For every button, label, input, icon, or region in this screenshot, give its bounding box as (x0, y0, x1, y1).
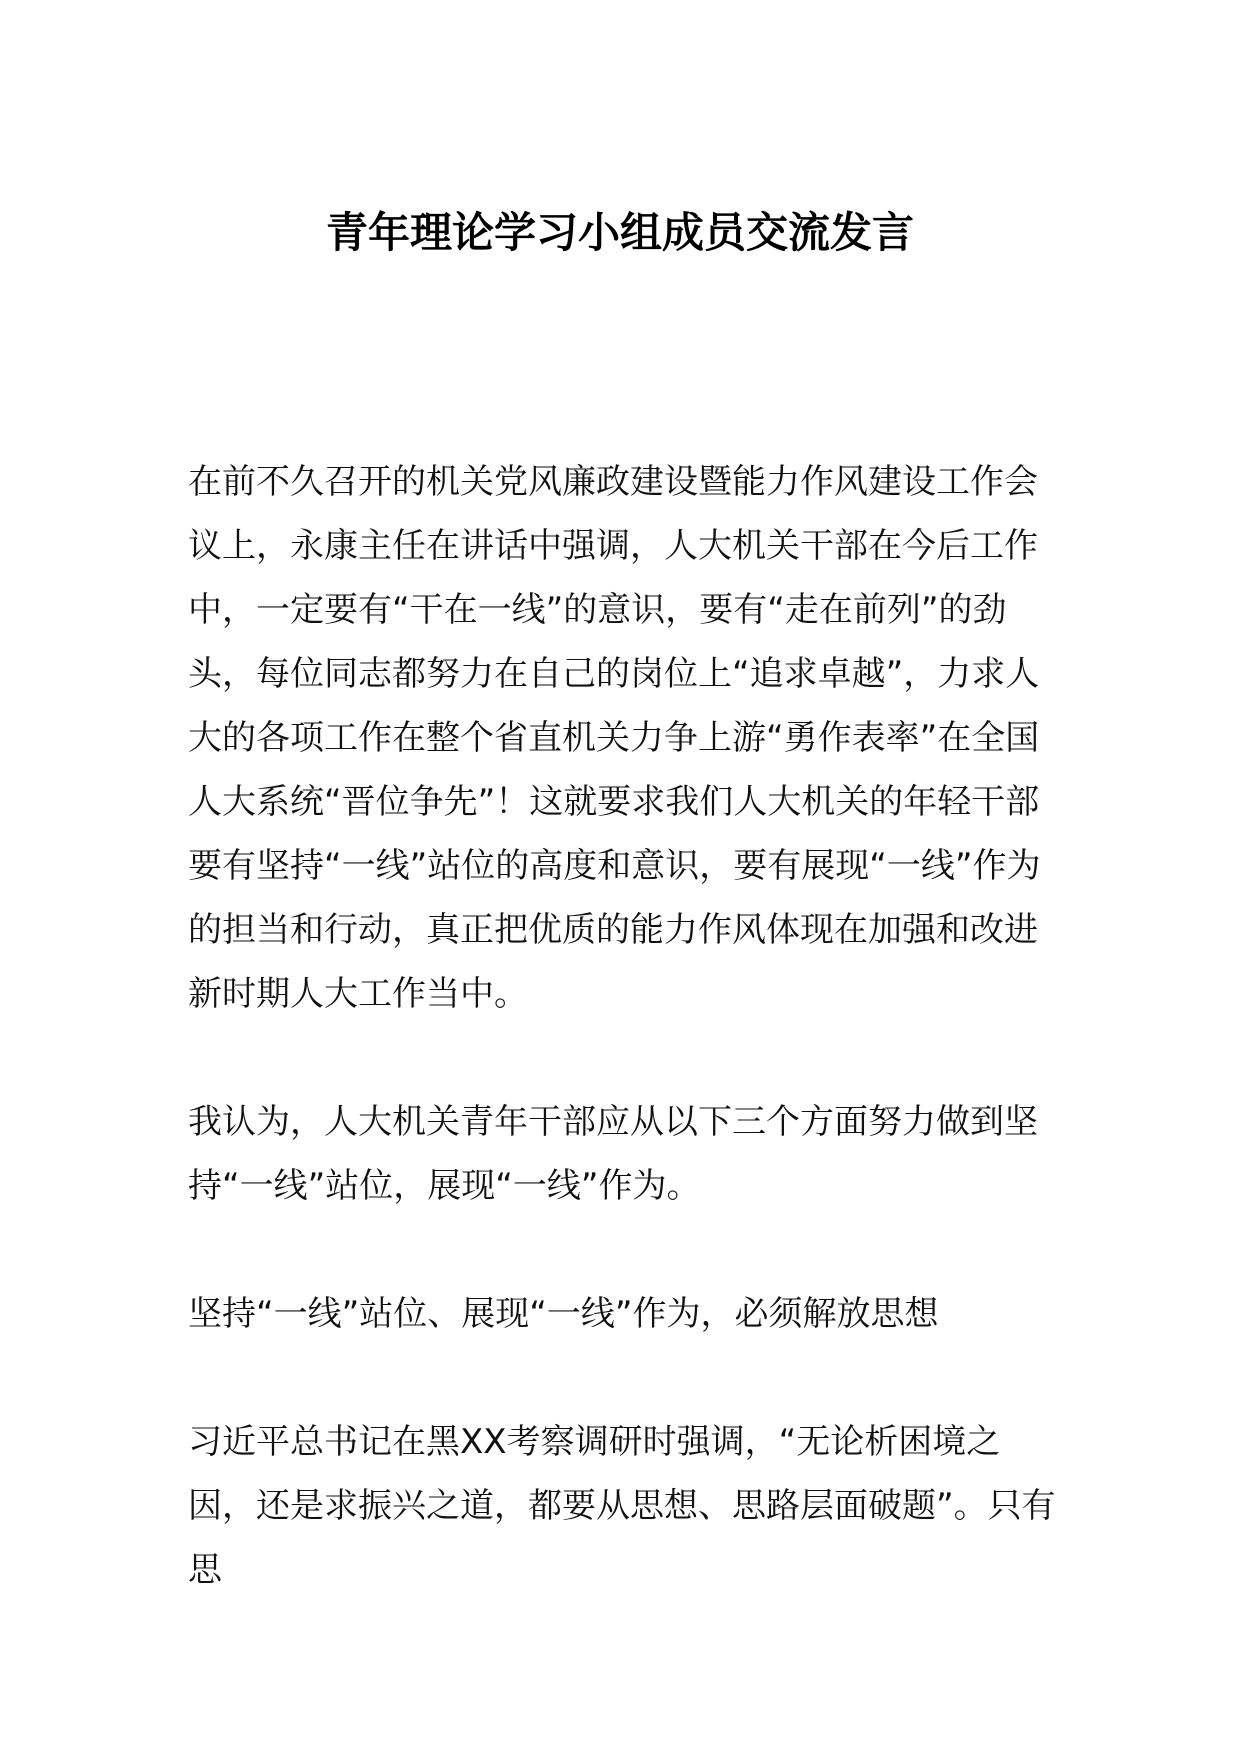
paragraph-section-body: 习近平总书记在黑XX考察调研时强调，“无论析困境之因，还是求振兴之道，都要从思想、思路层面破题”。只有思 (188, 1422, 1056, 1590)
section-heading: 坚持“一线”站位、展现“一线”作为，必须解放思想 (188, 1294, 939, 1334)
document-title: 青年理论学习小组成员交流发言 (325, 208, 914, 257)
paragraph-summary: 我认为，人大机关青年干部应从以下三个方面努力做到坚持“一线”站位，展现“一线”作为。 (188, 1102, 1038, 1206)
paragraph-intro: 在前不久召开的机关党风廉政建设暨能力作风建设工作会议上，永康主任在讲话中强调，人大机关干部在今后工作中，一定要有“干在一线”的意识，要有“走在前列”的劲头，每位同志都努力在自己的岗位上“追求卓越”，力求人大的各项工作在整个省直机关力争上游“勇作表率”在全国人大系统“晋位争先”！这就要求我们人大机关的年轻干部要有坚持“一线”站位的高度和意识，要有展现“一线”作为的担当和行动，真正把优质的能力作风体现在加强和改进新时期人大工作当中。 (188, 462, 1041, 1014)
document-body (188, 450, 1068, 1666)
